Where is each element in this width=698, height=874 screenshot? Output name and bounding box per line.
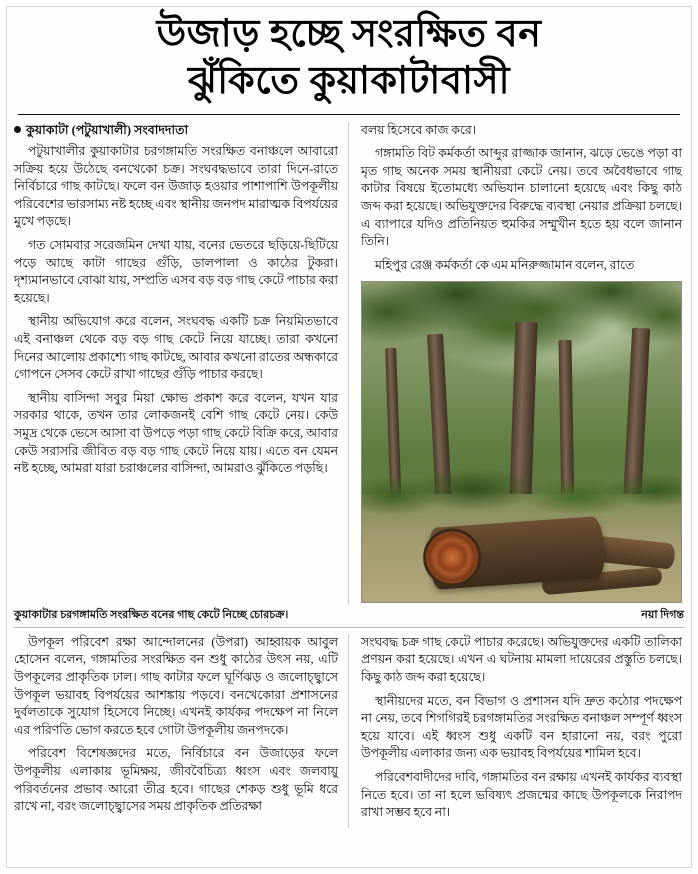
paragraph: স্থানীয় বাসিন্দা সবুর মিয়া ক্ষোভ প্রকাশ করে বলেন, যখন যার সরকার থাকে, তখন তার লোকজনই বেশি গাছ কেটে নেয়। কেউ সমুদ্র থেকে ভেসে আসা বা উপড়ে পড়া গাছ কেটে বিক্রি করে, আবার কেউ সরাসরি জীবিত বড় বড় গাছ কেটে নিয়ে যায়। এতে বন যেমন নষ্ট হচ্ছে, আমরা যারা চরাঞ্চলের বাসিন্দা, আমরাও ঝুঁকিতে পড়ছি।: [14, 390, 338, 476]
byline-text: কুয়াকাটা (পটুয়াখালী) সংবাদদাতা: [26, 122, 189, 137]
column-right: [348, 122, 682, 605]
photo-image: [361, 281, 682, 603]
bottom-columns: [14, 634, 684, 828]
byline: [14, 122, 338, 138]
headline-divider: [18, 114, 680, 115]
photo-caption: [14, 608, 684, 622]
paragraph: স্থানীয়দের মতে, বন বিভাগ ও প্রশাসন যদি দ্রুত কঠোর পদক্ষেপ না নেয়, তবে শিগগিরই চরগঙ্গামতির সংরক্ষিত বনাঞ্চল সম্পূর্ণ ধ্বংস হয়ে যাবে। এই ধ্বংস শুধু একটি বন হারানো নয়, বরং পুরো উপকূলীয় এলাকার জন্য এক ভয়াবহ বিপর্যয়ের শামিল হবে।: [361, 693, 682, 761]
paragraph: পরিবেশবাদীদের দাবি, গঙ্গামতির বন রক্ষায় এখনই কার্যকর ব্যবস্থা নিতে হবে। তা না হলে ভবিষ্যৎ প্রজন্মের কাছে উপকূলকে নিরাপদ রাখা সম্ভব হবে না।: [361, 770, 682, 820]
paragraph: গঙ্গামতি বিট কর্মকর্তা আব্দুর রাজ্জাক জানান, ঝড়ে ভেঙে পড়া বা মৃত গাছ অনেক সময় স্থানীয়রা কেটে নেয়। তবে অবৈধভাবে গাছ কাটার বিষয়ে ইতোমধ্যে অভিযান চালানো হয়েছে এবং কিছু কাঠ জব্দ করা হয়েছে। অভিযুক্তদের বিরুদ্ধে ব্যবস্থা নেয়ার প্রক্রিয়া চলছে। এ ব্যাপারে যদিও প্রতিনিয়ত হুমকির সম্মুখীন হতে হয় বলে জানান তিনি।: [361, 146, 682, 249]
paragraph: মহিপুর রেঞ্জ কর্মকর্তা কে এম মনিরুজ্জামান বলেন, রাতে: [375, 257, 635, 272]
caption-text: কুয়াকাটার চরগঙ্গামতি সংরক্ষিত বনের গাছ কেটে নিচ্ছে চোরচক্র।: [14, 608, 289, 621]
bullet-icon: [14, 126, 21, 133]
paragraph: গত সোমবার সরেজমিন দেখা যায়, বনের ভেতরে ছড়িয়ে-ছিটিয়ে পড়ে আছে কাটা গাছের গুঁড়ি, ডালপালা ও কাঠের টুকরা। দৃশ্যমানভাবে বোঝা যায়, সম্প্রতি এসব বড় বড় গাছ কেটে পাচার করা হয়েছে।: [14, 237, 338, 305]
headline-line-2: ঝুঁকিতে কুয়াকাটাবাসী: [188, 59, 510, 102]
article-photo: [361, 281, 682, 603]
page-title: [14, 10, 684, 106]
paragraph: পটুয়াখালীর কুয়াকাটার চরগঙ্গামতি সংরক্ষিত বনাঞ্চলে আবারো সক্রিয় হয়ে উঠেছে বনখেকো চক্র। সংঘবদ্ধভাবে তারা দিনে-রাতে নির্বিচারে গাছ কাটছে। ফলে বন উজাড় হওয়ার পাশাপাশি উপকূলীয় পরিবেশের ভারসাম্য নষ্ট হচ্ছে এবং স্থানীয় জনপদ মারাত্মক বিপর্যয়ের মুখে পড়ছে।: [14, 143, 338, 229]
log-cross-section: [423, 528, 481, 586]
paragraph: উপকূল পরিবেশ রক্ষা আন্দোলনের (উপরা) আহ্বায়ক আবুল হোসেন বলেন, গঙ্গামতির সংরক্ষিত বন শুধু কাঠের উৎস নয়, এটি উপকূলের প্রাকৃতিক ঢাল। গাছ কাটার ফলে ঘূর্ণিঝড় ও জলোচ্ছ্বাসে উপকূল ভয়াবহ বিপর্যয়ের আশঙ্কায় পড়বে। বনখেকোরা প্রশাসনের দুর্বলতাকে সুযোগ হিসেবে নিচ্ছে। এখনই কার্যকর পদক্ষেপ না নিলে এর পরিণতি ভোগ করতে হবে গোটা উপকূলীয় জনপদকে।: [14, 634, 338, 737]
column-left: [14, 122, 348, 484]
paragraph: স্থানীয় অভিযোগ করে বলেন, সংঘবদ্ধ একটি চক্র নিয়মিতভাবে এই বনাঞ্চল থেকে বড় বড় গাছ কেটে নিয়ে যাচ্ছে। তারা কখনো দিনের আলোয় প্রকাশ্যে গাছ কাটছে, আবার কখনো রাতের অন্ধকারে গোপনে সেসব কেটে রাখা গাছের গুঁড়ি পাচার করছে।: [14, 314, 338, 382]
photo-undergrowth: [362, 452, 681, 514]
bottom-column-right: [348, 634, 682, 828]
caption-divider: [14, 627, 684, 628]
photo-credit: নয়া দিগন্ত: [641, 608, 684, 621]
headline-line-1: উজাড় হচ্ছে সংরক্ষিত বন: [156, 13, 542, 55]
paragraph: পরিবেশ বিশেষজ্ঞদের মতে, নির্বিচারে বন উজাড়ের ফলে উপকূলীয় এলাকায় ভূমিক্ষয়, জীববৈচিত্র্য ধ্বংস এবং জলবায়ু পরিবর্তনের প্রভাব আরো তীব্র হবে। গাছের শেকড় শুধু ভূমি ধরে রাখে না, বরং জলোচ্ছ্বাসের সময় প্রাকৃতিক প্রতিরক্ষা: [14, 746, 338, 814]
paragraph: বলয় হিসেবে কাজ করে।: [361, 122, 477, 137]
cut-tree-log: [427, 516, 606, 590]
main-columns: [14, 122, 684, 605]
bottom-column-left: [14, 634, 348, 822]
paragraph: সংঘবদ্ধ চক্র গাছ কেটে পাচার করেছে। অভিযুক্তদের একটি তালিকা প্রণয়ন করা হয়েছে। এখন এ ঘটনায় মামলা দায়েরের প্রস্তুতি চলছে। কিছু কাঠ জব্দ করা হয়েছে।: [361, 634, 682, 685]
